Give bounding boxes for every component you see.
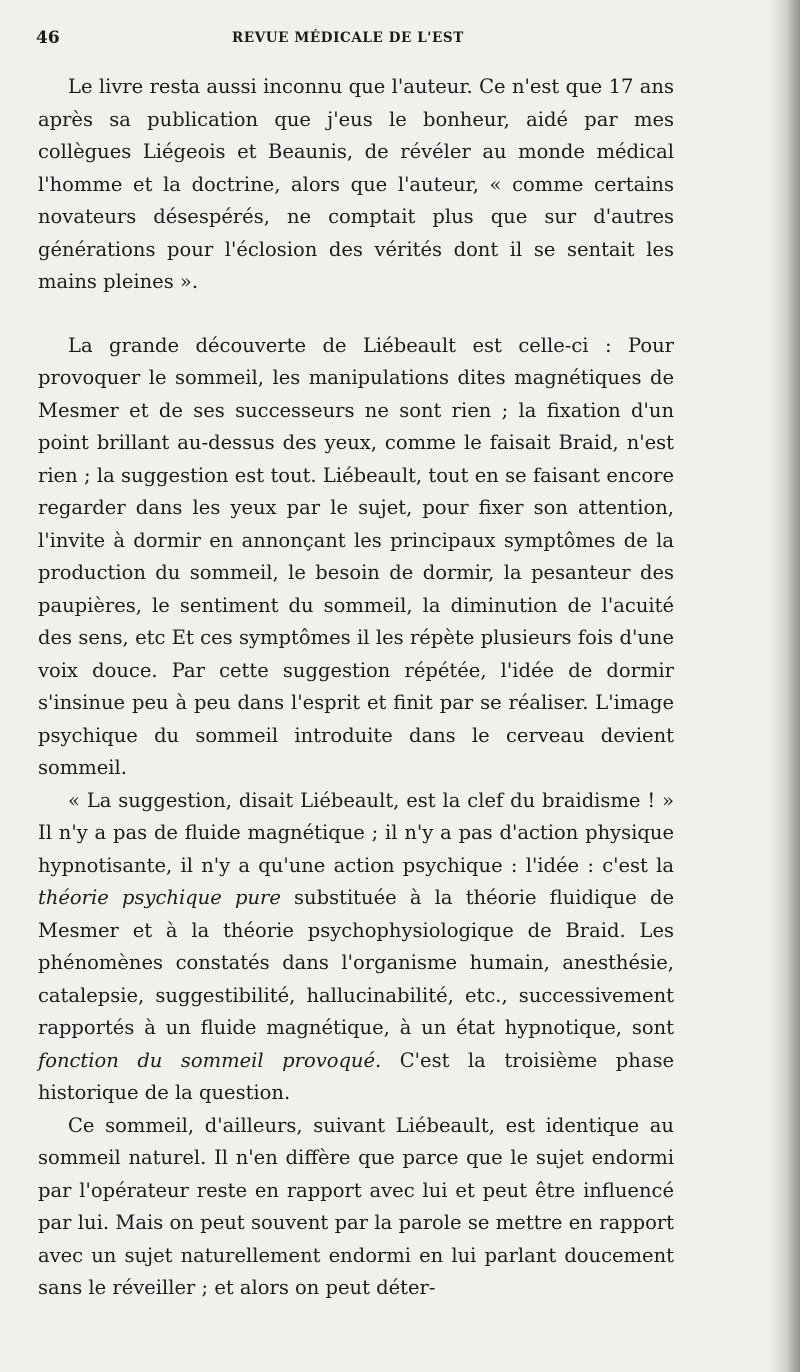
paragraph-2: La grande découverte de Liébeault est celle-ci : Pour provoquer le sommeil, les manipulations dites magnétiques de Mesmer et de ses successeurs ne sont rien ; la fixation d'un point brillant au-dessus des yeux, comme le faisait Braid, n'est rien ; la suggestion est tout. Liébeault, tout en se faisant encore regarder dans les yeux par le sujet, pour fixer son attention, l'invite à dormir en annonçant les principaux symptômes de la production du sommeil, le besoin de dormir, la pesanteur des paupières, le sentiment du sommeil, la diminution de l'acuité des sens, etc Et ces symptômes il les répète plusieurs fois d'une voix douce. Par cette suggestion répétée, l'idée de dormir s'insinue peu à peu dans l'esprit et finit par se réaliser. L'image psychique du sommeil introduite dans le cerveau devient sommeil. (38, 333, 674, 779)
paragraph-3-text-b: substituée à la théorie fluidique de Mesmer et à la théorie psychophysiologique de Braid. Les phénomènes constatés dans l'organisme humain, anesthésie, catalepsie, suggestibilité, hallucinabilité, etc., successivement rapportés à un fluide magnétique, à un état hypnotique, sont (38, 886, 674, 1039)
running-head: REVUE MÉDICALE DE L'EST (232, 30, 464, 46)
paragraph-1: Le livre resta aussi inconnu que l'auteur. Ce n'est que 17 ans après sa publication que j'eus le bonheur, aidé par mes collègues Liégeois et Beaunis, de révéler au monde médical l'homme et la doctrine, alors que l'auteur, « comme certains novateurs désespérés, ne comptait plus que sur d'autres générations pour l'éclosion des vérités dont il se sentait les mains pleines ». (38, 75, 674, 293)
page-number: 46 (36, 28, 60, 48)
italic-phrase-fonction: fonction du sommeil provoqué. (38, 1048, 382, 1072)
page-header (36, 28, 772, 58)
paragraph-3-text-a: « La suggestion, disait Liébeault, est la clef du braidisme ! » Il n'y a pas de fluide magnétique ; il n'y a pas d'action physique hypnotisante, il n'y a qu'une action psychique : l'idée : c'est la (38, 788, 674, 877)
paragraph-3 (38, 785, 674, 1110)
italic-phrase-theorie: théorie psychique pure (38, 886, 281, 909)
paragraph-4: Ce sommeil, d'ailleurs, suivant Liébeault, est identique au sommeil naturel. Il n'en diffère que parce que le sujet endormi par l'opérateur reste en rapport avec lui et peut être influencé par lui. Mais on peut souvent par la parole se mettre en rapport avec un sujet naturellement endormi en lui parlant doucement sans le réveiller ; et alors on peut déter- (38, 1113, 674, 1299)
page-edge-shadow (770, 0, 800, 1372)
paragraph-3-text-c: C'est la troisième phase historique de la question. (38, 1048, 674, 1104)
body-text (38, 71, 674, 1305)
